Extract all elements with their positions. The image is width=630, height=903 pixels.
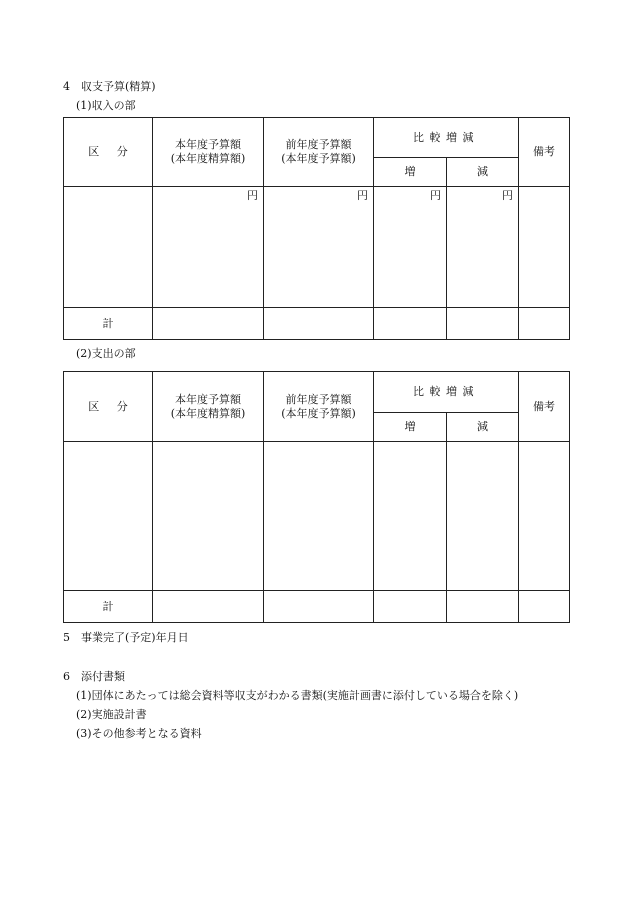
- previous-cell: [264, 442, 374, 591]
- total-remarks: [519, 591, 570, 623]
- header-comparison: 比較増減: [374, 372, 519, 413]
- total-previous: [264, 591, 374, 623]
- attachment-item: (1)団体にあたっては総会資料等収支がわかる書類(実施計画書に添付している場合を除く): [76, 689, 519, 702]
- total-previous: [264, 308, 374, 340]
- decrease-unit: 円: [447, 187, 519, 308]
- expenditure-table: [63, 371, 570, 623]
- current-unit: 円: [153, 187, 264, 308]
- header-category: 区分: [64, 372, 153, 442]
- total-decrease: [447, 591, 519, 623]
- decrease-cell: [447, 442, 519, 591]
- income-caption: (1)収入の部: [76, 99, 136, 112]
- total-current: [153, 308, 264, 340]
- attachment-item: (3)その他参考となる資料: [76, 727, 202, 740]
- header-decrease: 減: [447, 158, 519, 187]
- increase-unit: 円: [374, 187, 447, 308]
- section-6-heading: 6 添付書類: [63, 670, 125, 683]
- remarks-cell: [519, 442, 570, 591]
- total-decrease: [447, 308, 519, 340]
- header-remarks: 備考: [519, 372, 570, 442]
- header-remarks: 備考: [519, 118, 570, 187]
- section-5-heading: 5 事業完了(予定)年月日: [63, 631, 189, 644]
- previous-unit: 円: [264, 187, 374, 308]
- header-current-budget: 本年度予算額 (本年度精算額): [153, 118, 264, 187]
- total-increase: [374, 308, 447, 340]
- header-previous-budget: 前年度予算額 (本年度予算額): [264, 372, 374, 442]
- total-current: [153, 591, 264, 623]
- current-cell: [153, 442, 264, 591]
- total-increase: [374, 591, 447, 623]
- header-comparison: 比較増減: [374, 118, 519, 158]
- header-increase: 増: [374, 158, 447, 187]
- header-current-budget: 本年度予算額 (本年度精算額): [153, 372, 264, 442]
- remarks-cell: [519, 187, 570, 308]
- header-previous-budget: 前年度予算額 (本年度予算額): [264, 118, 374, 187]
- category-cell: [64, 187, 153, 308]
- header-category: 区分: [64, 118, 153, 187]
- total-label: 計: [64, 308, 153, 340]
- expenditure-caption: (2)支出の部: [76, 347, 136, 360]
- total-label: 計: [64, 591, 153, 623]
- increase-cell: [374, 442, 447, 591]
- section-4-heading: 4 収支予算(精算): [63, 80, 156, 93]
- total-remarks: [519, 308, 570, 340]
- header-increase: 増: [374, 413, 447, 442]
- attachment-item: (2)実施設計書: [76, 708, 147, 721]
- header-decrease: 減: [447, 413, 519, 442]
- category-cell: [64, 442, 153, 591]
- income-table: [63, 117, 570, 340]
